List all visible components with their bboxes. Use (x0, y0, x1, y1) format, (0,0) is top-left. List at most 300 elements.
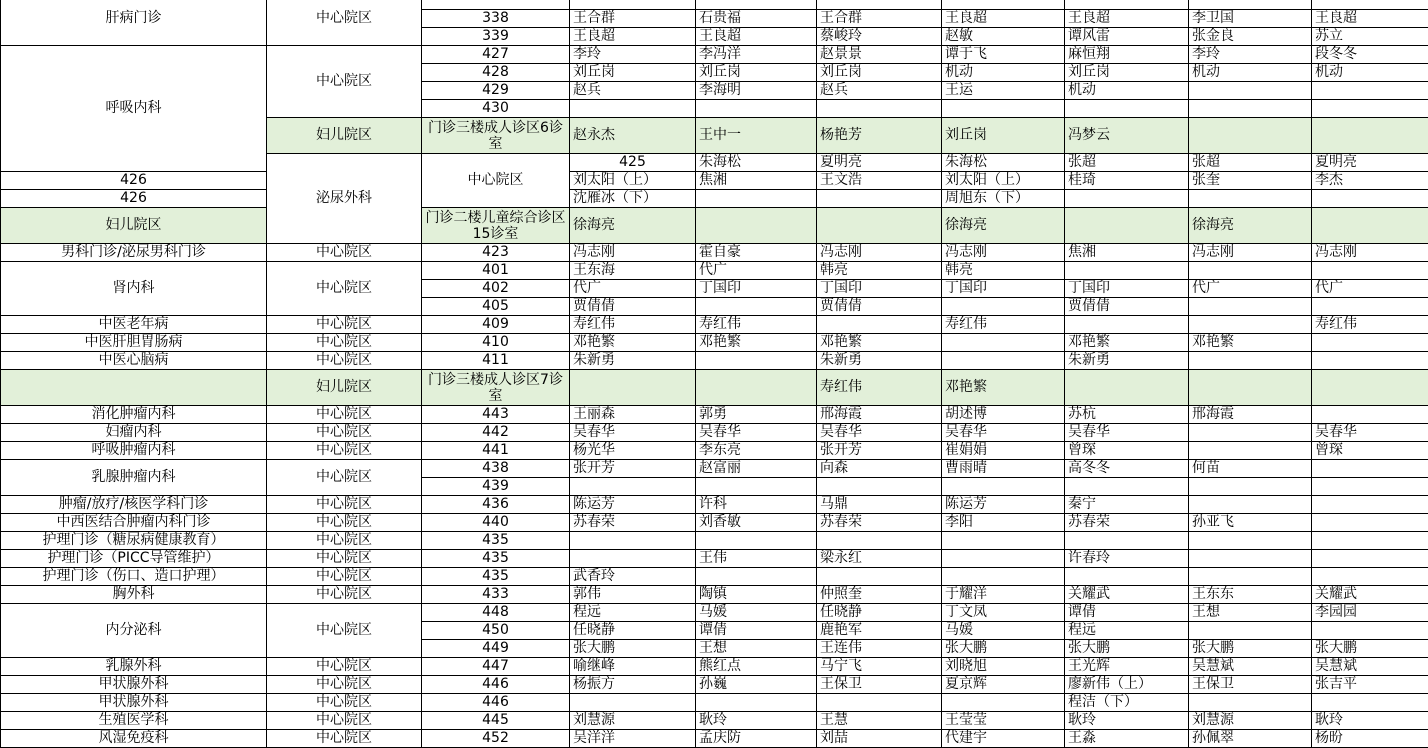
doctor-cell[interactable]: 苏春荣 (1065, 514, 1189, 532)
room-cell[interactable]: 409 (422, 316, 570, 334)
campus-cell[interactable]: 妇儿院区 (267, 370, 422, 406)
doctor-cell[interactable]: 夏明亮 (1312, 154, 1428, 172)
doctor-cell[interactable]: 李阳 (942, 514, 1065, 532)
doctor-cell[interactable]: 于耀洋 (942, 586, 1065, 604)
doctor-cell[interactable] (1189, 694, 1312, 712)
doctor-cell[interactable] (1312, 622, 1428, 640)
doctor-cell[interactable]: 王慧 (817, 712, 942, 730)
doctor-cell[interactable] (696, 352, 817, 370)
doctor-cell[interactable]: 王东海 (570, 262, 696, 280)
doctor-cell[interactable] (817, 532, 942, 550)
doctor-cell[interactable]: 代建宇 (942, 730, 1065, 748)
doctor-cell[interactable]: 任晓静 (570, 622, 696, 640)
room-cell[interactable]: 441 (422, 442, 570, 460)
doctor-cell[interactable]: 赵景景 (817, 46, 942, 64)
doctor-cell[interactable]: 王良超 (942, 10, 1065, 28)
doctor-cell[interactable]: 冯志刚 (817, 244, 942, 262)
doctor-cell[interactable]: 徐海亮 (1189, 208, 1312, 244)
room-cell[interactable]: 438 (422, 460, 570, 478)
dept-cell[interactable] (1, 370, 267, 406)
campus-cell[interactable]: 中心院区 (267, 460, 422, 496)
doctor-cell[interactable] (1065, 208, 1189, 244)
doctor-cell[interactable]: 吴春华 (570, 424, 696, 442)
doctor-cell[interactable] (696, 100, 817, 118)
doctor-cell[interactable]: 马媛 (696, 604, 817, 622)
room-cell[interactable]: 440 (422, 514, 570, 532)
doctor-cell[interactable]: 刘慧源 (1189, 712, 1312, 730)
doctor-cell[interactable]: 吴慧斌 (1312, 658, 1428, 676)
doctor-cell[interactable]: 吴春华 (942, 424, 1065, 442)
doctor-cell[interactable]: 王良超 (696, 28, 817, 46)
doctor-cell[interactable]: 机动 (1065, 82, 1189, 100)
doctor-cell[interactable] (696, 694, 817, 712)
campus-cell[interactable]: 妇儿院区 (1, 208, 267, 244)
doctor-cell[interactable] (942, 550, 1065, 568)
doctor-cell[interactable] (942, 352, 1065, 370)
doctor-cell[interactable]: 苏春荣 (570, 514, 696, 532)
doctor-cell[interactable] (1312, 550, 1428, 568)
doctor-cell[interactable] (696, 298, 817, 316)
room-cell[interactable]: 445 (422, 712, 570, 730)
doctor-cell[interactable]: 王文浩 (817, 172, 942, 190)
dept-cell[interactable]: 乳腺肿瘤内科 (1, 460, 267, 496)
doctor-cell[interactable]: 丁国印 (817, 280, 942, 298)
dept-cell[interactable]: 肿瘤/放疗/核医学科门诊 (1, 496, 267, 514)
dept-cell[interactable]: 呼吸肿瘤内科 (1, 442, 267, 460)
doctor-cell[interactable]: 张大鹏 (570, 640, 696, 658)
doctor-cell[interactable] (817, 478, 942, 496)
doctor-cell[interactable]: 李卫国 (1189, 10, 1312, 28)
doctor-cell[interactable]: 机动 (1189, 64, 1312, 82)
doctor-cell[interactable] (1189, 424, 1312, 442)
doctor-cell[interactable] (817, 190, 942, 208)
doctor-cell[interactable]: 孙亚飞 (1189, 514, 1312, 532)
doctor-cell[interactable]: 胡述博 (942, 406, 1065, 424)
room-cell[interactable]: 447 (422, 658, 570, 676)
doctor-cell[interactable]: 张吉平 (1312, 676, 1428, 694)
doctor-cell[interactable]: 王良超 (570, 28, 696, 46)
campus-cell[interactable]: 中心院区 (267, 334, 422, 352)
doctor-cell[interactable]: 吴春华 (1312, 424, 1428, 442)
doctor-cell[interactable]: 刘丘岗 (570, 64, 696, 82)
doctor-cell[interactable] (942, 100, 1065, 118)
doctor-cell[interactable] (942, 568, 1065, 586)
campus-cell[interactable]: 中心院区 (267, 604, 422, 658)
doctor-cell[interactable] (1312, 298, 1428, 316)
doctor-cell[interactable] (1312, 568, 1428, 586)
doctor-cell[interactable]: 杨艳芳 (817, 118, 942, 154)
doctor-cell[interactable]: 丁国印 (1065, 280, 1189, 298)
doctor-cell[interactable] (1065, 0, 1189, 10)
doctor-cell[interactable] (817, 0, 942, 10)
doctor-cell[interactable] (1189, 478, 1312, 496)
doctor-cell[interactable]: 朱新勇 (1065, 352, 1189, 370)
doctor-cell[interactable] (1189, 100, 1312, 118)
doctor-cell[interactable]: 张超 (1189, 154, 1312, 172)
doctor-cell[interactable]: 冯梦云 (1065, 118, 1189, 154)
doctor-cell[interactable]: 贾倩倩 (817, 298, 942, 316)
doctor-cell[interactable]: 丁文凤 (942, 604, 1065, 622)
dept-cell[interactable]: 中医老年病 (1, 316, 267, 334)
campus-cell[interactable]: 中心院区 (267, 676, 422, 694)
doctor-cell[interactable]: 张超 (1065, 154, 1189, 172)
doctor-cell[interactable]: 王丽森 (570, 406, 696, 424)
room-cell[interactable]: 405 (422, 298, 570, 316)
doctor-cell[interactable] (942, 478, 1065, 496)
campus-cell[interactable]: 中心院区 (267, 532, 422, 550)
doctor-cell[interactable]: 马鼎 (817, 496, 942, 514)
doctor-cell[interactable]: 廖新伟（上） (1065, 676, 1189, 694)
doctor-cell[interactable]: 李玲 (570, 46, 696, 64)
doctor-cell[interactable] (1065, 370, 1189, 406)
doctor-cell[interactable]: 朱海松 (942, 154, 1065, 172)
doctor-cell[interactable]: 崔娟娟 (942, 442, 1065, 460)
doctor-cell[interactable]: 赵敏 (942, 28, 1065, 46)
room-cell[interactable]: 448 (422, 604, 570, 622)
doctor-cell[interactable]: 王淼 (1065, 730, 1189, 748)
doctor-cell[interactable] (1312, 370, 1428, 406)
doctor-cell[interactable]: 张奎 (1189, 172, 1312, 190)
doctor-cell[interactable]: 机动 (942, 64, 1065, 82)
doctor-cell[interactable]: 谭风雷 (1065, 28, 1189, 46)
doctor-cell[interactable] (1065, 478, 1189, 496)
dept-cell[interactable]: 甲状腺外科 (1, 676, 267, 694)
doctor-cell[interactable] (1312, 262, 1428, 280)
doctor-cell[interactable] (570, 550, 696, 568)
doctor-cell[interactable]: 王光辉 (1065, 658, 1189, 676)
doctor-cell[interactable]: 谭倩 (696, 622, 817, 640)
doctor-cell[interactable] (1189, 82, 1312, 100)
doctor-cell[interactable] (696, 208, 817, 244)
dept-cell[interactable]: 泌尿外科 (267, 154, 422, 244)
doctor-cell[interactable]: 焦湘 (1065, 244, 1189, 262)
campus-cell[interactable]: 中心院区 (267, 406, 422, 424)
doctor-cell[interactable]: 高冬冬 (1065, 460, 1189, 478)
doctor-cell[interactable]: 邢海霞 (1189, 406, 1312, 424)
doctor-cell[interactable]: 焦湘 (696, 172, 817, 190)
doctor-cell[interactable] (1312, 352, 1428, 370)
doctor-cell[interactable]: 代广 (570, 280, 696, 298)
campus-cell[interactable]: 中心院区 (267, 730, 422, 748)
doctor-cell[interactable] (1189, 568, 1312, 586)
doctor-cell[interactable]: 邓艳繁 (1189, 334, 1312, 352)
doctor-cell[interactable]: 寿红伟 (1312, 316, 1428, 334)
doctor-cell[interactable]: 王想 (1189, 604, 1312, 622)
doctor-cell[interactable]: 代广 (696, 262, 817, 280)
dept-cell[interactable]: 乳腺外科 (1, 658, 267, 676)
room-cell[interactable]: 446 (422, 676, 570, 694)
doctor-cell[interactable]: 冯志刚 (1312, 244, 1428, 262)
doctor-cell[interactable]: 韩亮 (817, 262, 942, 280)
room-cell[interactable]: 435 (422, 532, 570, 550)
doctor-cell[interactable]: 耿玲 (696, 712, 817, 730)
dept-cell[interactable]: 内分泌科 (1, 604, 267, 658)
doctor-cell[interactable]: 代广 (1312, 280, 1428, 298)
doctor-cell[interactable]: 丁国印 (696, 280, 817, 298)
doctor-cell[interactable]: 关耀武 (1312, 586, 1428, 604)
doctor-cell[interactable]: 耿玲 (1065, 712, 1189, 730)
campus-cell[interactable]: 中心院区 (267, 694, 422, 712)
doctor-cell[interactable] (1189, 550, 1312, 568)
campus-cell[interactable]: 中心院区 (267, 244, 422, 262)
doctor-cell[interactable] (942, 334, 1065, 352)
doctor-cell[interactable]: 关耀武 (1065, 586, 1189, 604)
doctor-cell[interactable]: 张开芳 (817, 442, 942, 460)
doctor-cell[interactable] (1312, 694, 1428, 712)
room-cell[interactable]: 338 (422, 10, 570, 28)
room-cell[interactable]: 433 (422, 586, 570, 604)
doctor-cell[interactable] (817, 100, 942, 118)
doctor-cell[interactable] (570, 694, 696, 712)
doctor-cell[interactable]: 赵永杰 (570, 118, 696, 154)
room-cell[interactable]: 426 (1, 190, 267, 208)
room-cell[interactable]: 339 (422, 28, 570, 46)
doctor-cell[interactable]: 徐海亮 (942, 208, 1065, 244)
doctor-cell[interactable]: 机动 (1312, 64, 1428, 82)
doctor-cell[interactable]: 邢海霞 (817, 406, 942, 424)
doctor-cell[interactable] (1189, 352, 1312, 370)
doctor-cell[interactable] (696, 0, 817, 10)
doctor-cell[interactable]: 苏杭 (1065, 406, 1189, 424)
doctor-cell[interactable]: 仲照奎 (817, 586, 942, 604)
doctor-cell[interactable]: 张开芳 (570, 460, 696, 478)
doctor-cell[interactable]: 王良超 (1312, 10, 1428, 28)
doctor-cell[interactable] (696, 190, 817, 208)
doctor-cell[interactable]: 苏春荣 (817, 514, 942, 532)
campus-cell[interactable]: 中心院区 (267, 514, 422, 532)
doctor-cell[interactable] (1189, 442, 1312, 460)
doctor-cell[interactable]: 吴春华 (696, 424, 817, 442)
doctor-cell[interactable]: 谭倩 (1065, 604, 1189, 622)
doctor-cell[interactable]: 王中一 (696, 118, 817, 154)
room-cell[interactable]: 435 (422, 550, 570, 568)
doctor-cell[interactable] (1189, 0, 1312, 10)
doctor-cell[interactable]: 李园园 (1312, 604, 1428, 622)
room-cell[interactable]: 428 (422, 64, 570, 82)
dept-cell[interactable]: 消化肿瘤内科 (1, 406, 267, 424)
doctor-cell[interactable]: 冯志刚 (1189, 244, 1312, 262)
doctor-cell[interactable]: 熊红点 (696, 658, 817, 676)
doctor-cell[interactable] (1189, 118, 1312, 154)
doctor-cell[interactable]: 陈运芳 (570, 496, 696, 514)
room-cell[interactable]: 门诊三楼成人诊区7诊室 (422, 370, 570, 406)
doctor-cell[interactable]: 赵兵 (817, 82, 942, 100)
doctor-cell[interactable] (1312, 0, 1428, 10)
room-cell[interactable] (422, 0, 570, 10)
doctor-cell[interactable]: 麻恒翔 (1065, 46, 1189, 64)
doctor-cell[interactable]: 张大鹏 (1065, 640, 1189, 658)
campus-cell[interactable]: 中心院区 (267, 442, 422, 460)
doctor-cell[interactable]: 徐海亮 (570, 208, 696, 244)
doctor-cell[interactable]: 耿玲 (1312, 712, 1428, 730)
dept-cell[interactable]: 肝病门诊 (1, 0, 267, 46)
dept-cell[interactable]: 中西医结合肿瘤内科门诊 (1, 514, 267, 532)
doctor-cell[interactable]: 段冬冬 (1312, 46, 1428, 64)
doctor-cell[interactable]: 谭于飞 (942, 46, 1065, 64)
doctor-cell[interactable] (1065, 190, 1189, 208)
doctor-cell[interactable]: 王保卫 (1189, 676, 1312, 694)
doctor-cell[interactable]: 丁国印 (942, 280, 1065, 298)
doctor-cell[interactable] (1312, 460, 1428, 478)
room-cell[interactable]: 423 (422, 244, 570, 262)
doctor-cell[interactable]: 蔡峻玲 (817, 28, 942, 46)
dept-cell[interactable]: 胸外科 (1, 586, 267, 604)
doctor-cell[interactable] (1189, 298, 1312, 316)
doctor-cell[interactable]: 吴洋洋 (570, 730, 696, 748)
doctor-cell[interactable] (696, 532, 817, 550)
room-cell[interactable]: 门诊三楼成人诊区6诊室 (422, 118, 570, 154)
doctor-cell[interactable] (696, 478, 817, 496)
doctor-cell[interactable] (817, 316, 942, 334)
doctor-cell[interactable] (1312, 406, 1428, 424)
dept-cell[interactable]: 呼吸内科 (1, 46, 267, 172)
campus-cell[interactable]: 妇儿院区 (267, 118, 422, 154)
doctor-cell[interactable] (570, 100, 696, 118)
doctor-cell[interactable] (1312, 478, 1428, 496)
doctor-cell[interactable] (1312, 496, 1428, 514)
doctor-cell[interactable] (696, 568, 817, 586)
doctor-cell[interactable]: 张大鹏 (1189, 640, 1312, 658)
doctor-cell[interactable] (817, 694, 942, 712)
room-cell[interactable]: 452 (422, 730, 570, 748)
doctor-cell[interactable] (1312, 514, 1428, 532)
doctor-cell[interactable]: 张金良 (1189, 28, 1312, 46)
doctor-cell[interactable]: 王莹莹 (942, 712, 1065, 730)
doctor-cell[interactable]: 曾琛 (1065, 442, 1189, 460)
doctor-cell[interactable]: 代广 (1189, 280, 1312, 298)
campus-cell[interactable]: 中心院区 (267, 658, 422, 676)
doctor-cell[interactable]: 王东东 (1189, 586, 1312, 604)
doctor-cell[interactable]: 吴春华 (1065, 424, 1189, 442)
doctor-cell[interactable]: 朱新勇 (817, 352, 942, 370)
doctor-cell[interactable]: 许春玲 (1065, 550, 1189, 568)
doctor-cell[interactable]: 王连伟 (817, 640, 942, 658)
room-cell[interactable]: 427 (422, 46, 570, 64)
doctor-cell[interactable] (1312, 190, 1428, 208)
room-cell[interactable]: 450 (422, 622, 570, 640)
doctor-cell[interactable] (570, 370, 696, 406)
doctor-cell[interactable]: 武香玲 (570, 568, 696, 586)
doctor-cell[interactable]: 周旭东（下） (942, 190, 1065, 208)
doctor-cell[interactable]: 王良超 (1065, 10, 1189, 28)
doctor-cell[interactable]: 寿红伟 (570, 316, 696, 334)
doctor-cell[interactable] (1189, 262, 1312, 280)
doctor-cell[interactable] (1312, 100, 1428, 118)
dept-cell[interactable]: 肾内科 (1, 262, 267, 316)
campus-cell[interactable]: 中心院区 (267, 712, 422, 730)
doctor-cell[interactable]: 曾琛 (1312, 442, 1428, 460)
doctor-cell[interactable] (1312, 334, 1428, 352)
doctor-cell[interactable]: 王想 (696, 640, 817, 658)
doctor-cell[interactable]: 刘晓旭 (942, 658, 1065, 676)
doctor-cell[interactable]: 刘丘岗 (817, 64, 942, 82)
doctor-cell[interactable]: 何苗 (1189, 460, 1312, 478)
doctor-cell[interactable]: 孟庆防 (696, 730, 817, 748)
room-cell[interactable]: 425 (570, 154, 696, 172)
doctor-cell[interactable] (1189, 622, 1312, 640)
campus-cell[interactable]: 中心院区 (267, 352, 422, 370)
doctor-cell[interactable]: 寿红伟 (942, 316, 1065, 334)
doctor-cell[interactable]: 刘丘岗 (942, 118, 1065, 154)
doctor-cell[interactable] (1065, 316, 1189, 334)
dept-cell[interactable]: 护理门诊（PICC导管维护） (1, 550, 267, 568)
doctor-cell[interactable]: 刘太阳（上） (942, 172, 1065, 190)
doctor-cell[interactable]: 刘太阳（上） (570, 172, 696, 190)
doctor-cell[interactable]: 王保卫 (817, 676, 942, 694)
doctor-cell[interactable]: 邓艳繁 (696, 334, 817, 352)
doctor-cell[interactable] (570, 0, 696, 10)
doctor-cell[interactable]: 刘喆 (817, 730, 942, 748)
doctor-cell[interactable] (1189, 532, 1312, 550)
campus-cell[interactable]: 中心院区 (267, 424, 422, 442)
dept-cell[interactable]: 护理门诊（糖尿病健康教育） (1, 532, 267, 550)
doctor-cell[interactable]: 赵富丽 (696, 460, 817, 478)
doctor-cell[interactable]: 冯志刚 (570, 244, 696, 262)
doctor-cell[interactable] (1312, 82, 1428, 100)
dept-cell[interactable]: 妇瘤内科 (1, 424, 267, 442)
doctor-cell[interactable]: 赵兵 (570, 82, 696, 100)
dept-cell[interactable]: 男科门诊/泌尿男科门诊 (1, 244, 267, 262)
doctor-cell[interactable]: 李玲 (1189, 46, 1312, 64)
doctor-cell[interactable] (1065, 568, 1189, 586)
doctor-cell[interactable]: 李冯洋 (696, 46, 817, 64)
room-cell[interactable]: 446 (422, 694, 570, 712)
room-cell[interactable]: 门诊二楼儿童综合诊区15诊室 (422, 208, 570, 244)
room-cell[interactable]: 401 (422, 262, 570, 280)
dept-cell[interactable]: 生殖医学科 (1, 712, 267, 730)
doctor-cell[interactable]: 向森 (817, 460, 942, 478)
doctor-cell[interactable]: 杨昐 (1312, 730, 1428, 748)
doctor-cell[interactable]: 程远 (570, 604, 696, 622)
doctor-cell[interactable]: 刘慧源 (570, 712, 696, 730)
doctor-cell[interactable] (1065, 532, 1189, 550)
campus-cell[interactable]: 中心院区 (267, 0, 422, 46)
doctor-cell[interactable]: 刘丘岗 (696, 64, 817, 82)
doctor-cell[interactable] (1312, 208, 1428, 244)
doctor-cell[interactable]: 贾倩倩 (1065, 298, 1189, 316)
doctor-cell[interactable]: 李东亮 (696, 442, 817, 460)
doctor-cell[interactable]: 沈雁冰（下） (570, 190, 696, 208)
doctor-cell[interactable]: 郭伟 (570, 586, 696, 604)
room-cell[interactable]: 442 (422, 424, 570, 442)
doctor-cell[interactable] (1189, 496, 1312, 514)
doctor-cell[interactable] (570, 478, 696, 496)
doctor-cell[interactable] (696, 370, 817, 406)
room-cell[interactable]: 410 (422, 334, 570, 352)
doctor-cell[interactable] (1189, 190, 1312, 208)
room-cell[interactable]: 443 (422, 406, 570, 424)
doctor-cell[interactable]: 李海明 (696, 82, 817, 100)
room-cell[interactable]: 429 (422, 82, 570, 100)
campus-cell[interactable]: 中心院区 (267, 550, 422, 568)
doctor-cell[interactable]: 喻继峰 (570, 658, 696, 676)
doctor-cell[interactable]: 任晓静 (817, 604, 942, 622)
room-cell[interactable]: 436 (422, 496, 570, 514)
room-cell[interactable]: 439 (422, 478, 570, 496)
campus-cell[interactable]: 中心院区 (267, 586, 422, 604)
doctor-cell[interactable]: 邓艳繁 (570, 334, 696, 352)
doctor-cell[interactable]: 夏京辉 (942, 676, 1065, 694)
doctor-cell[interactable] (1312, 532, 1428, 550)
doctor-cell[interactable]: 石贵福 (696, 10, 817, 28)
doctor-cell[interactable]: 王伟 (696, 550, 817, 568)
doctor-cell[interactable]: 陈运芳 (942, 496, 1065, 514)
dept-cell[interactable]: 护理门诊（伤口、造口护理） (1, 568, 267, 586)
doctor-cell[interactable] (1312, 118, 1428, 154)
doctor-cell[interactable]: 刘香敏 (696, 514, 817, 532)
doctor-cell[interactable]: 郭勇 (696, 406, 817, 424)
doctor-cell[interactable] (817, 568, 942, 586)
